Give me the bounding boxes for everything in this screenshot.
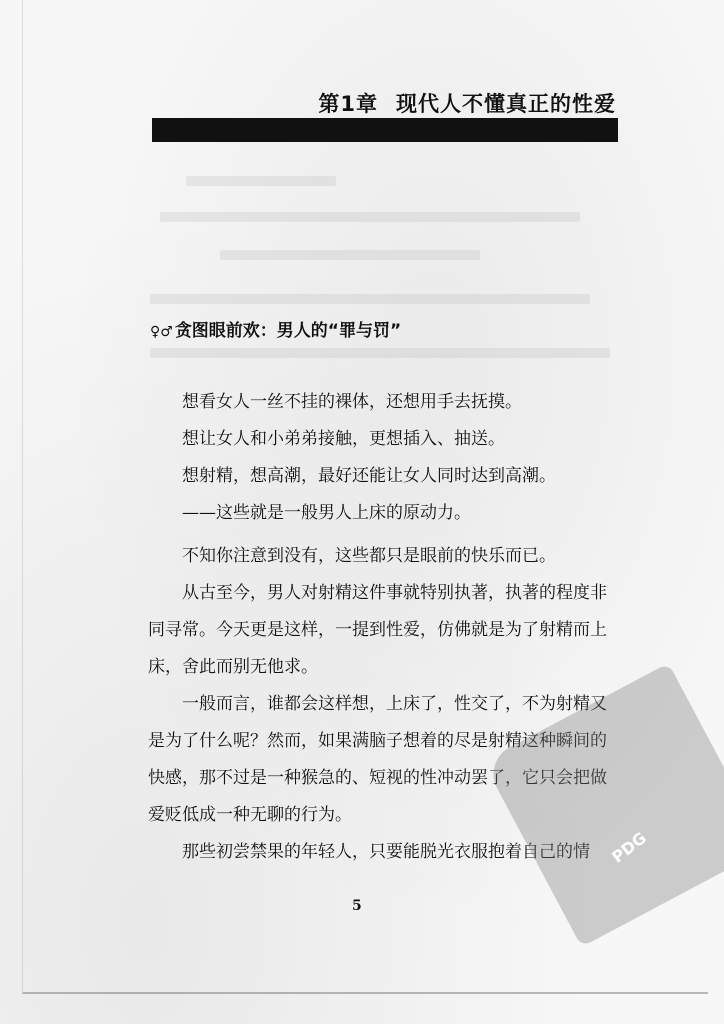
bleed-through [160, 212, 580, 222]
chapter-number: 第1章 [318, 92, 378, 116]
bleed-through [150, 348, 610, 358]
gender-symbols-icon: ♀♂ [150, 324, 173, 340]
bleed-through [150, 294, 590, 304]
chapter-name: 现代人不懂真正的性爱 [396, 92, 616, 116]
chapter-title [318, 88, 616, 118]
paragraph: 从古至今，男人对射精这件事就特别执著，执著的程度非同寻常。今天更是这样，一提到性爱，仿佛就是为了射精而上床，舍此而别无他求。 [148, 583, 607, 677]
intro-line: ——这些就是一般男人上床的原动力。 [182, 503, 471, 523]
intro-line: 想射精，想高潮，最好还能让女人同时达到高潮。 [182, 466, 556, 486]
watermark-text: PDG [608, 828, 650, 867]
chapter-title-bar [152, 118, 618, 142]
bleed-through [220, 250, 480, 260]
bleed-through [186, 176, 336, 186]
paragraph: 那些初尝禁果的年轻人，只要能脱光衣服抱着自己的情 [182, 842, 590, 862]
section-heading-text: 贪图眼前欢：男人的“罪与罚” [174, 321, 402, 341]
paragraph: 不知你注意到没有，这些都只是眼前的快乐而已。 [182, 546, 556, 566]
section-heading [150, 316, 401, 341]
paragraph: 一般而言，谁都会这样想，上床了，性交了，不为射精又是为了什么呢？然而，如果满脑子想着的尽是射精这种瞬间的快感，那不过是一种猴急的、短视的性冲动罢了，它只会把做爱贬低成一种无聊的行为。 [148, 694, 607, 825]
page-number: 5 [352, 898, 362, 914]
intro-line: 想让女人和小弟弟接触，更想插入、抽送。 [182, 429, 505, 449]
intro-line: 想看女人一丝不挂的裸体，还想用手去抚摸。 [182, 392, 522, 412]
